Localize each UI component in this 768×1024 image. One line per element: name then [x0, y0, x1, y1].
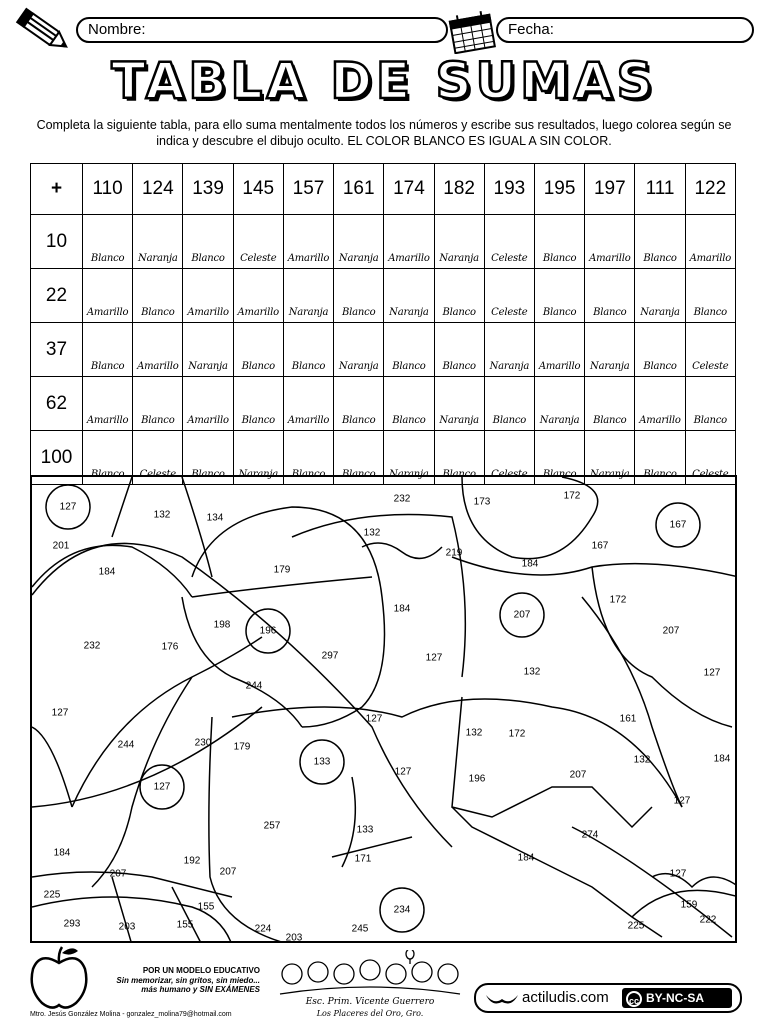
- answer-cell[interactable]: Blanco: [83, 323, 133, 377]
- answer-cell[interactable]: Blanco: [534, 215, 584, 269]
- region-number: 225: [627, 920, 645, 932]
- answer-cell[interactable]: Blanco: [534, 431, 584, 485]
- site-link[interactable]: actiludis.com: [522, 989, 609, 1006]
- region-number: 179: [233, 741, 251, 753]
- region-number: 207: [569, 769, 587, 781]
- answer-cell[interactable]: Amarillo: [384, 215, 434, 269]
- region-number: 257: [263, 820, 281, 832]
- region-number: 127: [673, 795, 691, 807]
- region-number: 167: [591, 540, 609, 552]
- answer-cell[interactable]: Amarillo: [83, 377, 133, 431]
- column-header: 161: [334, 164, 384, 215]
- answer-cell[interactable]: Blanco: [484, 377, 534, 431]
- region-number: 230: [194, 737, 212, 749]
- region-number: 196: [259, 625, 277, 637]
- region-number: 132: [153, 509, 171, 521]
- answer-cell[interactable]: Naranja: [384, 431, 434, 485]
- answer-cell[interactable]: Amarillo: [534, 323, 584, 377]
- name-field[interactable]: [76, 17, 448, 43]
- region-number: 207: [109, 868, 127, 880]
- table-row: [31, 215, 736, 269]
- school-block: [270, 950, 470, 1020]
- answer-cell[interactable]: Blanco: [183, 215, 233, 269]
- answer-cell[interactable]: Naranja: [585, 431, 635, 485]
- region-number: 222: [699, 914, 717, 926]
- column-header: 122: [685, 164, 735, 215]
- column-header: 157: [283, 164, 333, 215]
- instructions: Completa la siguiente tabla, para ello suma mentalmente todos los números y escribe sus resultados, luego colorea según se indica y descubre el dibujo oculto. EL COLOR BLANCO ES IGUAL A SIN COLOR.: [36, 118, 732, 148]
- addition-table: [30, 163, 736, 485]
- school-name: Esc. Prim. Vicente Guerrero: [305, 997, 435, 1007]
- mustache-logo-icon: [484, 991, 520, 1007]
- region-number: 232: [393, 493, 411, 505]
- region-number: 184: [713, 753, 731, 765]
- region-number: 184: [517, 852, 535, 864]
- row-header: 37: [31, 323, 83, 377]
- answer-cell[interactable]: Amarillo: [233, 269, 283, 323]
- region-number: 127: [59, 501, 77, 513]
- region-number: 127: [669, 868, 687, 880]
- column-header: 174: [384, 164, 434, 215]
- region-number: 176: [161, 641, 179, 653]
- answer-cell[interactable]: Blanco: [83, 215, 133, 269]
- region-number: 132: [363, 527, 381, 539]
- region-number: 203: [118, 921, 136, 933]
- region-number: 127: [51, 707, 69, 719]
- cc-license[interactable]: [622, 988, 732, 1008]
- row-header: 62: [31, 377, 83, 431]
- answer-cell[interactable]: Celeste: [233, 215, 283, 269]
- plus-sign: +: [31, 164, 83, 215]
- answer-cell[interactable]: Amarillo: [183, 377, 233, 431]
- motto-line-1: POR UN MODELO EDUCATIVO: [142, 966, 260, 975]
- answer-cell[interactable]: Naranja: [484, 323, 534, 377]
- answer-cell[interactable]: Blanco: [685, 377, 735, 431]
- region-number: 173: [473, 496, 491, 508]
- region-number: 198: [213, 619, 231, 631]
- region-number: 232: [83, 640, 101, 652]
- license-badge[interactable]: [474, 983, 742, 1013]
- calendar-icon: [446, 10, 498, 54]
- column-header: 124: [133, 164, 183, 215]
- region-number: 244: [117, 739, 135, 751]
- row-header: 100: [31, 431, 83, 485]
- column-header: 195: [534, 164, 584, 215]
- answer-cell[interactable]: Naranja: [534, 377, 584, 431]
- answer-cell[interactable]: Naranja: [283, 269, 333, 323]
- region-number: 172: [508, 728, 526, 740]
- answer-cell[interactable]: Blanco: [434, 431, 484, 485]
- answer-cell[interactable]: Blanco: [635, 431, 685, 485]
- answer-cell[interactable]: Naranja: [334, 323, 384, 377]
- license-text: BY-NC-SA: [646, 991, 705, 1005]
- column-header: 182: [434, 164, 484, 215]
- hidden-picture: [30, 475, 737, 943]
- column-header: 111: [635, 164, 685, 215]
- answer-cell[interactable]: Blanco: [283, 323, 333, 377]
- region-number: 207: [219, 866, 237, 878]
- picture-drawing: [32, 477, 737, 943]
- answer-cell[interactable]: Celeste: [133, 431, 183, 485]
- region-number: 219: [445, 547, 463, 559]
- region-number: 159: [680, 899, 698, 911]
- region-number: 207: [662, 625, 680, 637]
- answer-cell[interactable]: Blanco: [434, 269, 484, 323]
- region-number: 244: [245, 680, 263, 692]
- region-number: 201: [52, 540, 70, 552]
- region-number: 172: [609, 594, 627, 606]
- row-header: 10: [31, 215, 83, 269]
- row-header: 22: [31, 269, 83, 323]
- region-number: 127: [365, 713, 383, 725]
- region-number: 196: [468, 773, 486, 785]
- page-title: TABLA DE SUMAS: [111, 52, 657, 110]
- column-header: 145: [233, 164, 283, 215]
- region-number: 132: [465, 727, 483, 739]
- answer-cell[interactable]: Blanco: [384, 323, 434, 377]
- region-number: 274: [581, 829, 599, 841]
- answer-cell[interactable]: Amarillo: [83, 269, 133, 323]
- answer-cell[interactable]: Blanco: [183, 431, 233, 485]
- region-number: 127: [703, 667, 721, 679]
- answer-cell[interactable]: Blanco: [233, 323, 283, 377]
- answer-cell[interactable]: Naranja: [585, 323, 635, 377]
- answer-cell[interactable]: Naranja: [434, 215, 484, 269]
- answer-cell[interactable]: Naranja: [434, 377, 484, 431]
- answer-cell[interactable]: Celeste: [685, 431, 735, 485]
- answer-cell[interactable]: Blanco: [585, 377, 635, 431]
- answer-cell[interactable]: Celeste: [685, 323, 735, 377]
- answer-cell[interactable]: Blanco: [384, 377, 434, 431]
- region-number: 127: [153, 781, 171, 793]
- motto-line-3: más humano y SIN EXÁMENES: [141, 985, 260, 994]
- answer-cell[interactable]: Naranja: [183, 323, 233, 377]
- table-header-row: [31, 164, 736, 215]
- region-number: 293: [63, 918, 81, 930]
- answer-cell[interactable]: Blanco: [334, 269, 384, 323]
- answer-cell[interactable]: Naranja: [334, 215, 384, 269]
- date-field[interactable]: [496, 17, 754, 43]
- date-label: Fecha:: [508, 21, 554, 38]
- region-number: 179: [273, 564, 291, 576]
- region-number: 297: [321, 650, 339, 662]
- region-number: 134: [206, 512, 224, 524]
- answer-cell[interactable]: Blanco: [635, 323, 685, 377]
- motto-line-2: Sin memorizar, sin gritos, sin miedo...: [116, 975, 260, 985]
- region-number: 155: [176, 919, 194, 931]
- column-header: 193: [484, 164, 534, 215]
- answer-cell[interactable]: Naranja: [233, 431, 283, 485]
- region-number: 184: [521, 558, 539, 570]
- answer-cell[interactable]: Blanco: [133, 269, 183, 323]
- answer-cell[interactable]: Celeste: [484, 269, 534, 323]
- apple-icon: [28, 945, 90, 1011]
- children-illustration: [270, 950, 470, 996]
- answer-cell[interactable]: Amarillo: [283, 215, 333, 269]
- answer-cell[interactable]: Blanco: [635, 215, 685, 269]
- answer-cell[interactable]: Blanco: [585, 269, 635, 323]
- region-number: 245: [351, 923, 369, 935]
- name-label: Nombre:: [88, 21, 146, 38]
- answer-cell[interactable]: Blanco: [233, 377, 283, 431]
- region-number: 155: [197, 901, 215, 913]
- region-number: 207: [513, 609, 531, 621]
- cc-icon: cc: [626, 991, 642, 1007]
- answer-cell[interactable]: Naranja: [133, 215, 183, 269]
- answer-cell[interactable]: Blanco: [334, 377, 384, 431]
- region-number: 132: [633, 754, 651, 766]
- region-number: 132: [523, 666, 541, 678]
- region-number: 171: [354, 853, 372, 865]
- answer-cell[interactable]: Amarillo: [183, 269, 233, 323]
- answer-cell[interactable]: Amarillo: [283, 377, 333, 431]
- answer-cell[interactable]: Blanco: [334, 431, 384, 485]
- region-number: 133: [313, 756, 331, 768]
- region-number: 127: [394, 766, 412, 778]
- region-number: 184: [393, 603, 411, 615]
- region-number: 203: [285, 932, 303, 943]
- column-header: 197: [585, 164, 635, 215]
- footer-motto: [90, 966, 260, 1012]
- region-number: 225: [43, 889, 61, 901]
- region-number: 184: [98, 566, 116, 578]
- region-number: 184: [53, 847, 71, 859]
- region-number: 133: [356, 824, 374, 836]
- region-number: 161: [619, 713, 637, 725]
- answer-cell[interactable]: Blanco: [283, 431, 333, 485]
- answer-cell[interactable]: Blanco: [434, 323, 484, 377]
- region-number: 192: [183, 855, 201, 867]
- answer-cell[interactable]: Amarillo: [635, 377, 685, 431]
- answer-cell[interactable]: Celeste: [484, 431, 534, 485]
- answer-cell[interactable]: Amarillo: [585, 215, 635, 269]
- column-header: 110: [83, 164, 133, 215]
- answer-cell[interactable]: Naranja: [384, 269, 434, 323]
- author-credit: Mtro. Jesús González Molina - gonzalez_molina79@hotmail.com: [30, 1011, 232, 1018]
- answer-cell[interactable]: Amarillo: [685, 215, 735, 269]
- answer-cell[interactable]: Amarillo: [133, 323, 183, 377]
- answer-cell[interactable]: Blanco: [133, 377, 183, 431]
- answer-cell[interactable]: Blanco: [534, 269, 584, 323]
- answer-cell[interactable]: Blanco: [685, 269, 735, 323]
- region-number: 167: [669, 519, 687, 531]
- table-row: [31, 323, 736, 377]
- region-number: 172: [563, 490, 581, 502]
- answer-cell[interactable]: Blanco: [83, 431, 133, 485]
- region-number: 234: [393, 904, 411, 916]
- answer-cell[interactable]: Celeste: [484, 215, 534, 269]
- region-number: 224: [254, 923, 272, 935]
- table-row: [31, 377, 736, 431]
- column-header: 139: [183, 164, 233, 215]
- table-row: [31, 269, 736, 323]
- school-place: Los Placeres del Oro, Gro.: [316, 1009, 424, 1018]
- answer-cell[interactable]: Naranja: [635, 269, 685, 323]
- region-number: 127: [425, 652, 443, 664]
